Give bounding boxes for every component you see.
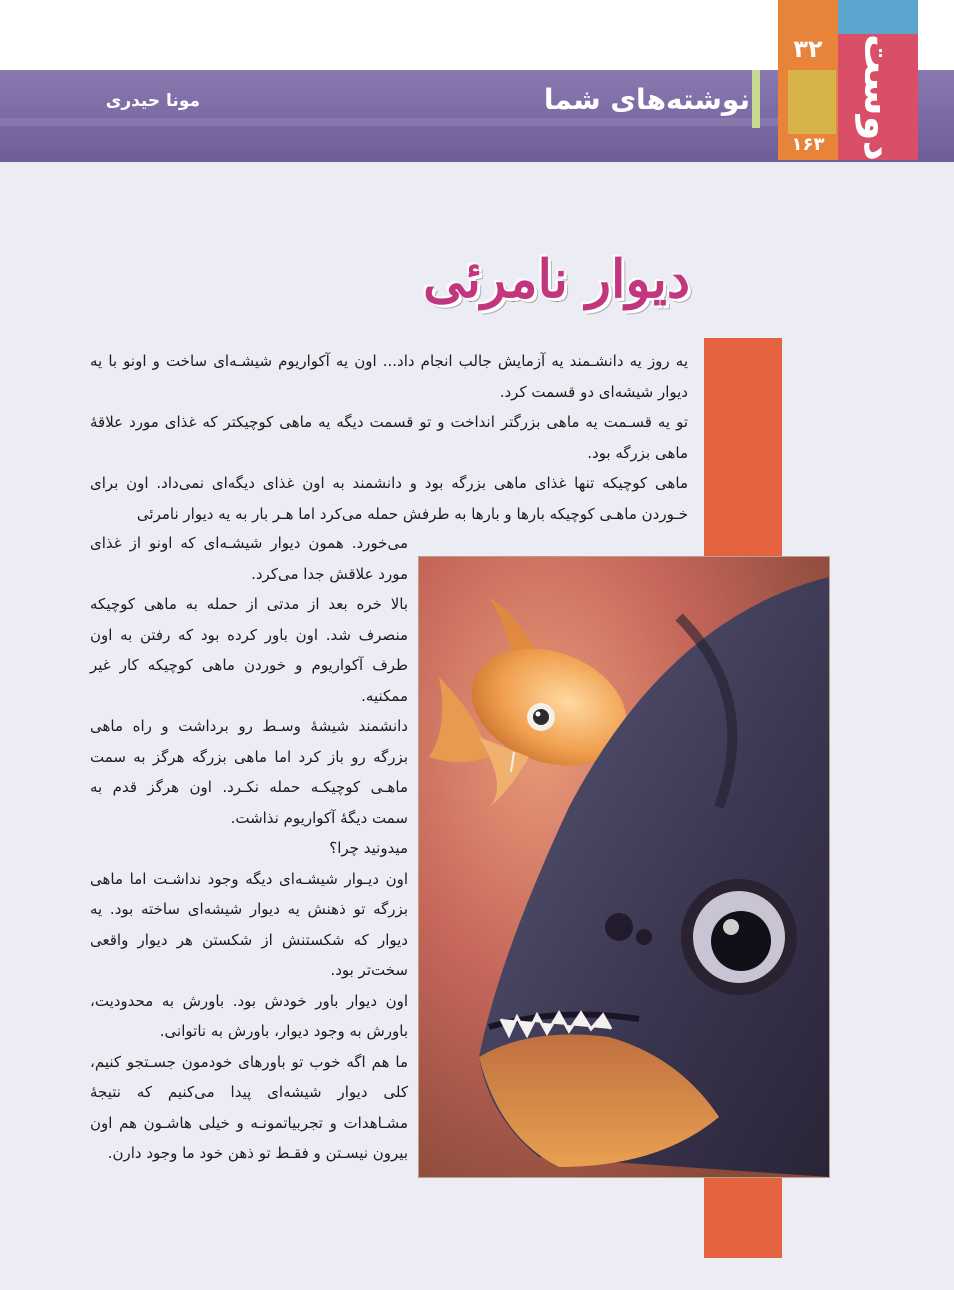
paragraph: اون دیـوار شیشـه‌ای دیگه وجود نداشـت اما ماهی بزرگه تو ذهنش یه دیوار شیشه‌ای ساخته بود. یه دیوار که شکستنش از شکستن هر دیوار واقعی سخت‌تر بود. <box>90 869 408 979</box>
section-title: نوشته‌های شما <box>543 83 750 116</box>
issue-block-accent <box>788 70 836 134</box>
paragraph: می‌خورد. همون دیوار شیشـه‌ای که اونو از غذای مورد علاقش جدا می‌کرد. <box>90 534 408 583</box>
author-name: مونا حیدری <box>105 91 200 111</box>
paragraph: یه روز یه دانشـمند یه آزمایش جالب انجام داد... اون یه آکواریوم شیشـه‌ای ساخت و اونو با یه دیوار شیشه‌ای دو قسمت کرد. <box>90 352 688 401</box>
fish-photo <box>418 556 830 1178</box>
magazine-logo: دوست <box>838 34 918 160</box>
paragraph: ماهی کوچیکه تنها غذای ماهی بزرگه بود و دانشمند به اون غذای دیگه‌ای نمی‌داد. اون برای خـوردن ماهـی کوچیکه بارها و بارها به طرفش حمله می‌کرد اما هـر بار به یه دیوار نامرئی <box>90 474 688 523</box>
header-accent-bar <box>752 70 760 128</box>
issue-number: ۳۲ <box>793 35 823 63</box>
paragraph: دانشمند شیشهٔ وسـط رو برداشت و راه ماهی بزرگه رو باز کرد اما ماهی بزرگه هرگز به سمت ماهـی کوچیکـه حمله نکـرد. اون هرگز قدم به سمت دیگهٔ آکواریوم نذاشت. <box>90 717 408 827</box>
paragraph: بالا خره بعد از مدتی از حمله به ماهی کوچیکه منصرف شد. اون باور کرده بود که رفتن به اون طرف آکواریوم و خوردن ماهی کوچیکه کار غیر ممکنیه. <box>90 595 408 705</box>
paragraph: ما هم اگه خوب تو باورهای خودمون جسـتجو کنیم، کلی دیوار شیشه‌ای پیدا می‌کنیم که نتیجهٔ مشـاهدات و تجربیاتمونـه و خیلی هاشـون هم اون بیرون نیسـتن و فقـط تو ذهن خود ما وجود دارن. <box>90 1052 408 1162</box>
paragraph: میدونید چرا؟ <box>329 839 408 857</box>
paragraph: اون دیوار باور خودش بود. باورش به محدودیت، باورش به وجود دیوار، باورش به ناتوانی. <box>90 991 408 1040</box>
logo-accent <box>838 0 918 34</box>
article-body-full <box>90 346 688 529</box>
paragraph: تو یه قسـمت یه ماهی بزرگتر انداخت و تو قسمت دیگه یه ماهی کوچیکتر که غذای مورد علاقهٔ ماهی بزرگه بود. <box>90 413 688 462</box>
page-number: ۱۶۳ <box>791 134 825 155</box>
article-body-narrow <box>90 528 408 1169</box>
article-title: دیوار نامرئی <box>423 249 690 310</box>
